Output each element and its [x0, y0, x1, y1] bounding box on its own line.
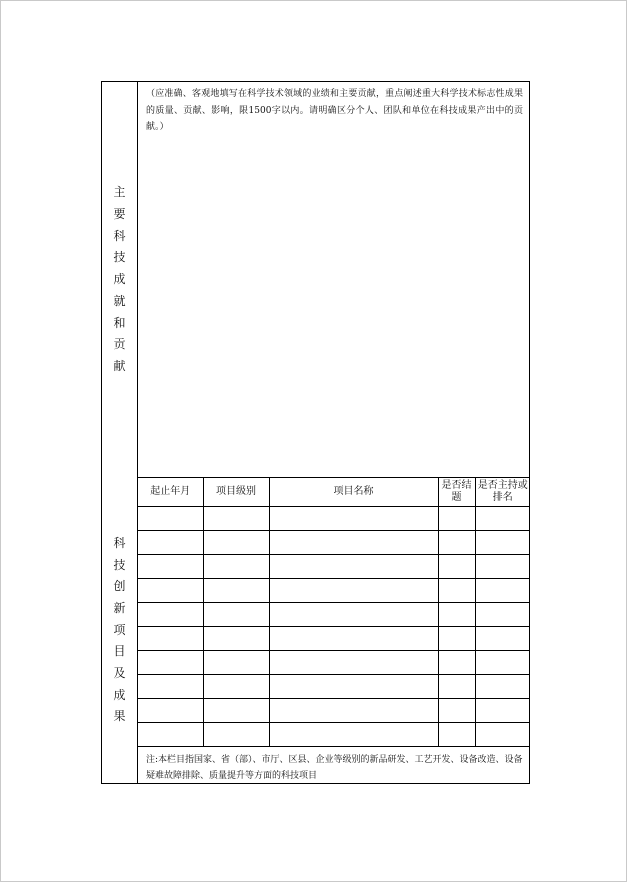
- application-form: [101, 81, 530, 784]
- table-cell[interactable]: [438, 626, 475, 650]
- table-cell[interactable]: [203, 602, 269, 626]
- table-cell[interactable]: [475, 554, 530, 578]
- table-cell[interactable]: [475, 698, 530, 722]
- table-cell[interactable]: [138, 626, 203, 650]
- table-cell[interactable]: [475, 722, 530, 746]
- table-cell[interactable]: [269, 554, 438, 578]
- table-cell[interactable]: [138, 554, 203, 578]
- main-achievements-label: 主 要 科 技 成 就 和 贡 献: [102, 82, 138, 478]
- table-cell[interactable]: [438, 554, 475, 578]
- table-row: [138, 578, 530, 602]
- header-host-or-rank: 是否主持或排名: [475, 478, 530, 506]
- table-cell[interactable]: [475, 506, 530, 530]
- table-cell[interactable]: [203, 674, 269, 698]
- table-cell[interactable]: [475, 530, 530, 554]
- table-cell[interactable]: [138, 506, 203, 530]
- table-cell[interactable]: [269, 698, 438, 722]
- table-cell[interactable]: [138, 722, 203, 746]
- projects-table-body: [138, 506, 530, 746]
- table-row: [138, 722, 530, 746]
- header-project-level: 项目级别: [203, 478, 269, 506]
- header-project-name: 项目名称: [269, 478, 438, 506]
- table-cell[interactable]: [138, 698, 203, 722]
- table-cell[interactable]: [203, 722, 269, 746]
- projects-table: [138, 478, 530, 747]
- table-cell[interactable]: [203, 650, 269, 674]
- header-period: 起止年月: [138, 478, 203, 506]
- table-cell[interactable]: [203, 578, 269, 602]
- table-cell[interactable]: [475, 578, 530, 602]
- table-cell[interactable]: [138, 578, 203, 602]
- table-cell[interactable]: [438, 698, 475, 722]
- table-cell[interactable]: [475, 650, 530, 674]
- table-cell[interactable]: [138, 602, 203, 626]
- table-cell[interactable]: [438, 722, 475, 746]
- table-row: [138, 650, 530, 674]
- table-cell[interactable]: [475, 602, 530, 626]
- achievements-text-area[interactable]: [138, 82, 529, 478]
- table-cell[interactable]: [269, 530, 438, 554]
- table-row: [138, 602, 530, 626]
- projects-note: 注:本栏目指国家、省（部）、市厅、区县、企业等级别的新品研发、工艺开发、设备改造、设备疑难故障排除、质量提升等方面的科技项目: [146, 754, 523, 781]
- table-cell[interactable]: [438, 578, 475, 602]
- table-cell[interactable]: [269, 722, 438, 746]
- table-cell[interactable]: [203, 530, 269, 554]
- table-row: [138, 530, 530, 554]
- innovation-projects-section: [138, 478, 529, 783]
- achievements-instruction: （应准确、客观地填写在科学技术领域的业绩和主要贡献，重点阐述重大科学技术标志性成果的质量、贡献、影响，限1500字以内。请明确区分个人、团队和单位在科技成果产出中的贡献。）: [146, 89, 523, 132]
- table-cell[interactable]: [269, 626, 438, 650]
- table-cell[interactable]: [203, 626, 269, 650]
- table-cell[interactable]: [203, 506, 269, 530]
- table-cell[interactable]: [438, 674, 475, 698]
- innovation-projects-label: 科 技 创 新 项 目 及 成 果: [102, 478, 138, 783]
- table-row: [138, 674, 530, 698]
- table-cell[interactable]: [475, 674, 530, 698]
- table-row: [138, 506, 530, 530]
- header-concluded: 是否结题: [438, 478, 475, 506]
- table-cell[interactable]: [138, 650, 203, 674]
- table-cell[interactable]: [203, 698, 269, 722]
- table-cell[interactable]: [138, 674, 203, 698]
- table-row: [138, 554, 530, 578]
- table-cell[interactable]: [203, 554, 269, 578]
- table-row: [138, 626, 530, 650]
- table-row: [138, 698, 530, 722]
- table-cell[interactable]: [269, 578, 438, 602]
- table-header-row: [138, 478, 530, 506]
- table-cell[interactable]: [438, 650, 475, 674]
- table-cell[interactable]: [138, 530, 203, 554]
- table-cell[interactable]: [438, 602, 475, 626]
- table-cell[interactable]: [438, 506, 475, 530]
- table-cell[interactable]: [438, 530, 475, 554]
- table-cell[interactable]: [269, 506, 438, 530]
- table-cell[interactable]: [475, 626, 530, 650]
- table-cell[interactable]: [269, 650, 438, 674]
- table-cell[interactable]: [269, 674, 438, 698]
- table-cell[interactable]: [269, 602, 438, 626]
